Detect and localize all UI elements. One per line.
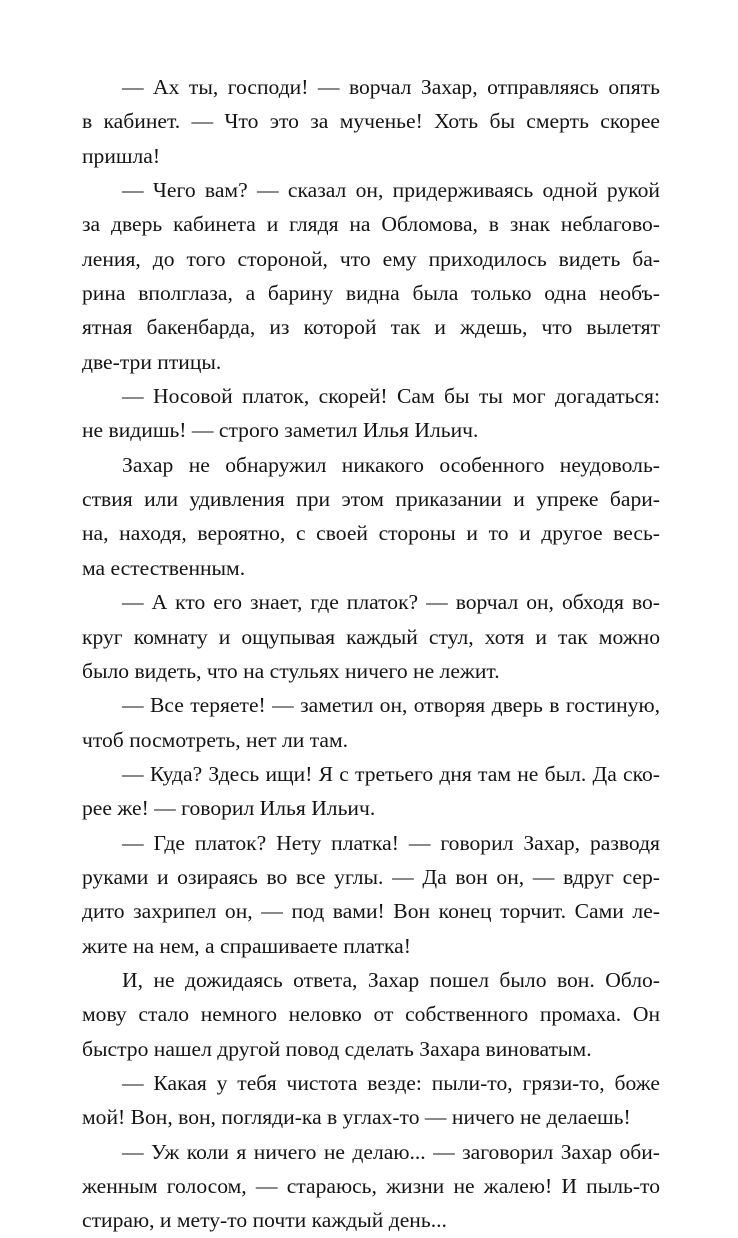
text-line: мову стало немного неловко от собственного промаха. Он — [82, 1002, 660, 1027]
text-line: — Где платок? Нету платка! — говорил Захар, разводя — [122, 830, 660, 855]
text-line: — А кто его знает, где платок? — ворчал он, обходя во- — [122, 590, 660, 615]
text-line: пришла! — [82, 143, 161, 168]
text-line: И, не дожидаясь ответа, Захар пошел было вон. Обло- — [122, 967, 660, 992]
text-line: Захар не обнаружил никакого особенного неудоволь- — [122, 452, 660, 477]
text-line: не видишь! — строго заметил Илья Ильич. — [82, 418, 479, 443]
text-line: — Куда? Здесь ищи! Я с третьего дня там не был. Да ско- — [122, 761, 660, 786]
text-line: рее же! — говорил Илья Ильич. — [82, 796, 376, 821]
text-line: мой! Вон, вон, погляди-ка в углах-то — ничего не делаешь! — [82, 1105, 631, 1130]
text-line: быстро нашел другой повод сделать Захара виноватым. — [82, 1036, 592, 1061]
text-line: руками и озираясь во все углы. — Да вон он, — вдруг сер- — [82, 864, 660, 889]
book-page-text — [82, 70, 660, 1238]
text-line: в кабинет. — Что это за мученье! Хоть бы смерть скорее — [82, 109, 660, 134]
text-line: жите на нем, а спрашиваете платка! — [82, 933, 411, 958]
text-line: было видеть, что на стульях ничего не лежит. — [82, 658, 500, 683]
text-line: круг комнату и ощупывая каждый стул, хотя и так можно — [82, 624, 660, 649]
text-line: две-три птицы. — [82, 349, 222, 374]
text-line: — Уж коли я ничего не делаю... — заговорил Захар оби- — [122, 1139, 660, 1164]
text-line: — Все теряете! — заметил он, отворяя дверь в гостиную, — [122, 693, 660, 718]
text-line: ствия или удивления при этом приказании и упреке бари- — [82, 487, 660, 512]
text-line: дито захрипел он, — под вами! Вон конец торчит. Сами ле- — [82, 899, 660, 924]
text-line: — Носовой платок, скорей! Сам бы ты мог догадаться: — [122, 384, 660, 409]
text-line: стираю, и мету-то почти каждый день... — [82, 1208, 447, 1233]
text-line: рина вполглаза, а барину видна была только одна необъ- — [82, 281, 660, 306]
text-line: ления, до того стороной, что ему приходилось видеть ба- — [82, 246, 660, 271]
text-line: за дверь кабинета и глядя на Обломова, в знак неблагово- — [82, 212, 660, 237]
text-line: женным голосом, — стараюсь, жизни не жалею! И пыль-то — [82, 1174, 660, 1198]
text-line: — Ах ты, господи! — ворчал Захар, отправляясь опять — [122, 75, 660, 99]
text-line: ма естественным. — [82, 555, 246, 580]
text-line: — Какая у тебя чистота везде: пыли-то, грязи-то, боже — [122, 1070, 660, 1095]
text-line: на, находя, вероятно, с своей стороны и то и другое весь- — [82, 521, 660, 546]
text-line: ятная бакенбарда, из которой так и ждешь, что вылетят — [82, 315, 660, 340]
text-line: — Чего вам? — сказал он, придерживаясь одной рукой — [122, 178, 660, 203]
text-line: чтоб посмотреть, нет ли там. — [82, 727, 349, 752]
